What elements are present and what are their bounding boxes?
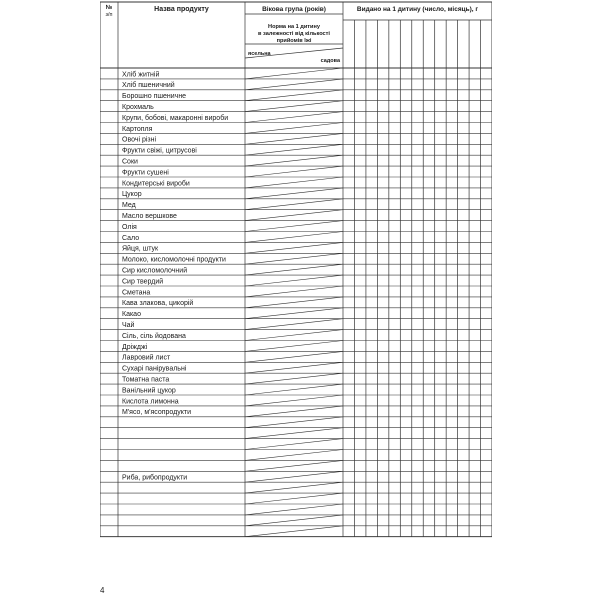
product-name: Какао (122, 311, 141, 319)
table-row (100, 90, 492, 101)
table-row (100, 428, 492, 439)
product-name: Мед (122, 202, 136, 210)
product-name: Масло вершкове (122, 213, 177, 220)
norm-cell-diagonal (245, 177, 343, 188)
norm-cell-diagonal (245, 297, 343, 308)
table-row (100, 504, 492, 515)
table-row (100, 341, 492, 352)
product-name: Хліб пшеничний (122, 82, 175, 90)
norm-cell-diagonal (245, 428, 343, 439)
table-row (100, 406, 492, 417)
norm-cell-diagonal (245, 123, 343, 134)
product-name: Ванільний цукор (122, 387, 176, 395)
table-row (100, 242, 492, 253)
product-name: Фрукти свіжі, цитрусові (122, 147, 197, 155)
product-name: Крупи, бобові, макаронні вироби (122, 114, 229, 122)
norm-cell-diagonal (245, 155, 343, 166)
table-row (100, 515, 492, 526)
product-name: Соки (122, 158, 138, 166)
norm-cell-diagonal (245, 79, 343, 90)
table-row (100, 526, 492, 537)
norm-cell-diagonal (245, 275, 343, 286)
header-issued: Видано на 1 дитину (число, місяць), г (356, 6, 479, 13)
table-row (100, 308, 492, 319)
product-name: Дріжджі (122, 343, 148, 351)
table-row (100, 221, 492, 232)
table-row (100, 482, 492, 493)
table-row (100, 384, 492, 395)
table-row (100, 297, 492, 308)
norm-cell-diagonal (245, 319, 343, 330)
norm-cell-diagonal (245, 232, 343, 243)
product-name: Сухарі панірувальні (122, 365, 187, 373)
norm-cell-diagonal (245, 526, 343, 537)
table-row (100, 188, 492, 199)
product-name: Олія (122, 223, 137, 231)
norm-cell-diagonal (245, 210, 343, 221)
table-row (100, 144, 492, 155)
header-norm-1: Норма на 1 дитину (268, 24, 320, 30)
header-norm-nursery: ясельна (248, 51, 271, 57)
product-name: Сало (122, 234, 140, 242)
product-name: Овочі різні (122, 136, 157, 144)
norm-cell-diagonal (245, 341, 343, 352)
table-row (100, 373, 492, 384)
product-name: Сир твердий (122, 278, 164, 286)
table-row (100, 68, 492, 79)
table-row (100, 123, 492, 134)
table-row (100, 232, 492, 243)
norm-cell-diagonal (245, 395, 343, 406)
norm-cell-diagonal (245, 101, 343, 112)
norm-cell-diagonal (245, 515, 343, 526)
table-row (100, 155, 492, 166)
product-name: Кислота лимонна (122, 398, 179, 406)
table-row (100, 319, 492, 330)
norm-cell-diagonal (245, 373, 343, 384)
norm-cell-diagonal (245, 308, 343, 319)
product-name: Цукор (122, 191, 142, 199)
header-age-group: Вікова група (років) (262, 6, 326, 13)
norm-cell-diagonal (245, 242, 343, 253)
table-row (100, 101, 492, 112)
norm-cell-diagonal (245, 68, 343, 79)
product-name: Картопля (122, 125, 153, 133)
norm-cell-diagonal (245, 188, 343, 199)
table-row (100, 264, 492, 275)
product-name: Борошно пшеничне (122, 93, 187, 101)
table-row (100, 166, 492, 177)
header-norm-2: в залежності від кількості (258, 31, 330, 37)
norm-cell-diagonal (245, 133, 343, 144)
norm-cell-diagonal (245, 417, 343, 428)
product-name: Фрукти сушені (122, 169, 169, 177)
table-row (100, 199, 492, 210)
product-name: Молоко, кисломолочні продукти (122, 256, 226, 264)
norm-cell-diagonal (245, 199, 343, 210)
norm-cell-diagonal (245, 166, 343, 177)
product-name: Сир кисломолочний (122, 267, 188, 275)
product-name: Крохмаль (122, 104, 154, 111)
page-number: 4 (100, 586, 105, 595)
table-row (100, 286, 492, 297)
product-name: Сметана (122, 289, 151, 297)
product-name: Риба, рибопродукти (122, 474, 188, 482)
norm-cell-diagonal (245, 384, 343, 395)
table-row (100, 450, 492, 461)
norm-cell-diagonal (245, 460, 343, 471)
table-row (100, 493, 492, 504)
table-row (100, 460, 492, 471)
norm-cell-diagonal (245, 221, 343, 232)
header-product-name: Назва продукту (154, 6, 209, 13)
norm-cell-diagonal (245, 264, 343, 275)
product-name: Яйця, штук (122, 245, 159, 253)
table-row (100, 210, 492, 221)
table-row (100, 362, 492, 373)
table-row (100, 79, 492, 90)
table-row (100, 112, 492, 123)
header-num-sub: з/п (105, 12, 113, 18)
norm-cell-diagonal (245, 471, 343, 482)
norm-cell-diagonal (245, 351, 343, 362)
norm-cell-diagonal (245, 253, 343, 264)
table-row (100, 471, 492, 482)
product-issue-form (100, 0, 492, 590)
product-name: Лавровий лист (122, 354, 171, 362)
norm-cell-diagonal (245, 112, 343, 123)
norm-cell-diagonal (245, 493, 343, 504)
product-name: Томатна паста (122, 376, 170, 384)
product-name: Сіль, сіль йодована (122, 332, 186, 340)
table-row (100, 417, 492, 428)
header-norm-kindergarten: садова (320, 58, 340, 64)
form-table (100, 0, 492, 590)
table-row (100, 439, 492, 450)
table-row (100, 133, 492, 144)
norm-cell-diagonal (245, 450, 343, 461)
product-name: Кава злакова, цикорій (122, 300, 194, 308)
norm-cell-diagonal (245, 330, 343, 341)
norm-cell-diagonal (245, 504, 343, 515)
norm-cell-diagonal (245, 439, 343, 450)
norm-cell-diagonal (245, 144, 343, 155)
table-row (100, 351, 492, 362)
table-row (100, 395, 492, 406)
table-row (100, 275, 492, 286)
header-norm-3: прийомів їжі (276, 38, 312, 44)
norm-cell-diagonal (245, 362, 343, 373)
product-name: Кондитерські вироби (122, 180, 190, 188)
header-num: № (105, 5, 113, 11)
norm-cell-diagonal (245, 90, 343, 101)
product-name: М'ясо, м'ясопродукти (122, 409, 191, 417)
norm-cell-diagonal (245, 482, 343, 493)
table-row (100, 177, 492, 188)
norm-cell-diagonal (245, 286, 343, 297)
norm-cell-diagonal (245, 406, 343, 417)
product-name: Чай (122, 322, 135, 329)
table-row (100, 330, 492, 341)
table-row (100, 253, 492, 264)
product-name: Хліб житній (122, 71, 160, 79)
